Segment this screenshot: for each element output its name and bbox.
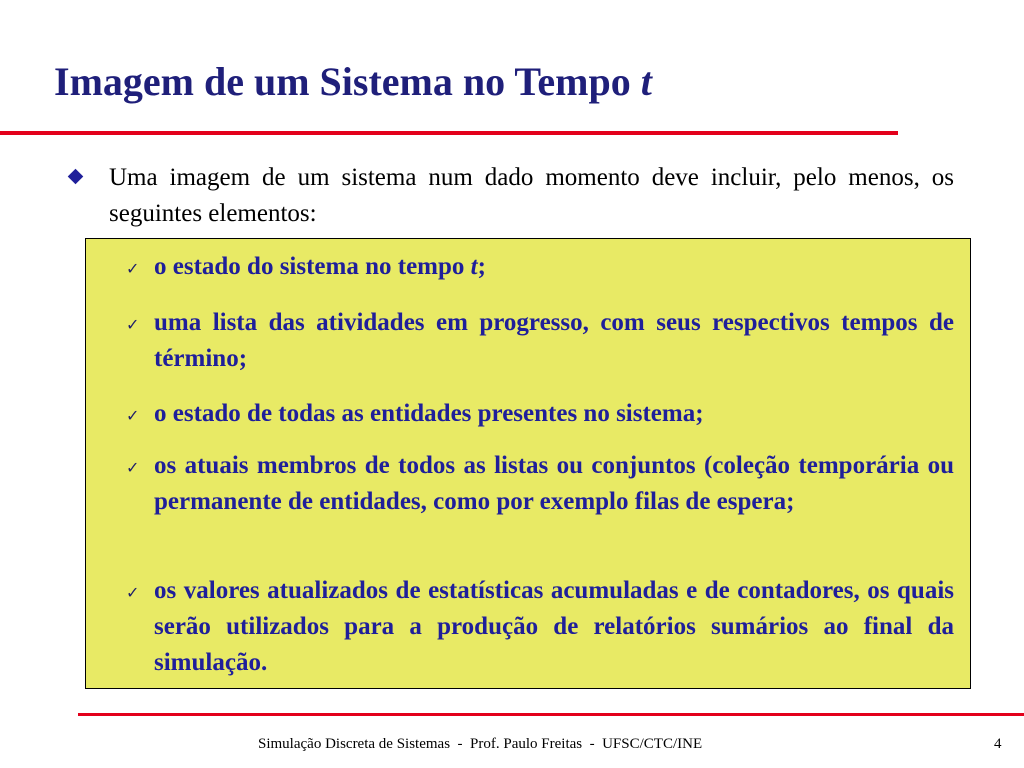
elements-box bbox=[85, 238, 971, 689]
list-item-variable: t bbox=[470, 253, 478, 280]
list-item-text: o estado do sistema no tempo bbox=[154, 253, 471, 280]
list-item-text: os atuais membros de todos as listas ou conjuntos (coleção temporária ou permanente de entidades, como por exemplo filas de espera; bbox=[154, 452, 954, 515]
intro-bullet bbox=[70, 160, 954, 232]
slide-title-text: Imagem de um Sistema no Tempo bbox=[54, 59, 641, 104]
list-item bbox=[126, 396, 954, 432]
list-item-suffix: ; bbox=[477, 253, 486, 280]
bottom-divider bbox=[78, 713, 1024, 716]
list-item-text: os valores atualizados de estatísticas acumuladas e de contadores, os quais serão utilizados para a produção de relatórios sumários ao final da simulação. bbox=[154, 577, 954, 676]
checkmark-icon: ✓ bbox=[126, 583, 140, 602]
list-item-text: o estado de todas as entidades presentes no sistema; bbox=[154, 400, 704, 427]
checkmark-icon: ✓ bbox=[126, 315, 140, 334]
top-divider bbox=[0, 131, 898, 135]
page-number: 4 bbox=[994, 736, 1002, 752]
slide-title-variable: t bbox=[640, 59, 652, 104]
slide-title bbox=[54, 59, 652, 104]
checkmark-icon: ✓ bbox=[126, 259, 140, 278]
slide-footer: Simulação Discreta de Sistemas - Prof. Paulo Freitas - UFSC/CTC/INE bbox=[258, 736, 703, 752]
list-item bbox=[126, 249, 954, 285]
checkmark-icon: ✓ bbox=[126, 458, 140, 477]
list-item bbox=[126, 305, 954, 377]
list-item-text: uma lista das atividades em progresso, com seus respectivos tempos de término; bbox=[154, 309, 954, 372]
checkmark-icon: ✓ bbox=[126, 406, 140, 425]
diamond-bullet-icon bbox=[68, 169, 84, 185]
list-item bbox=[126, 448, 954, 520]
list-item bbox=[126, 573, 954, 681]
intro-text: Uma imagem de um sistema num dado momento deve incluir, pelo menos, os seguintes elementos: bbox=[109, 164, 954, 227]
